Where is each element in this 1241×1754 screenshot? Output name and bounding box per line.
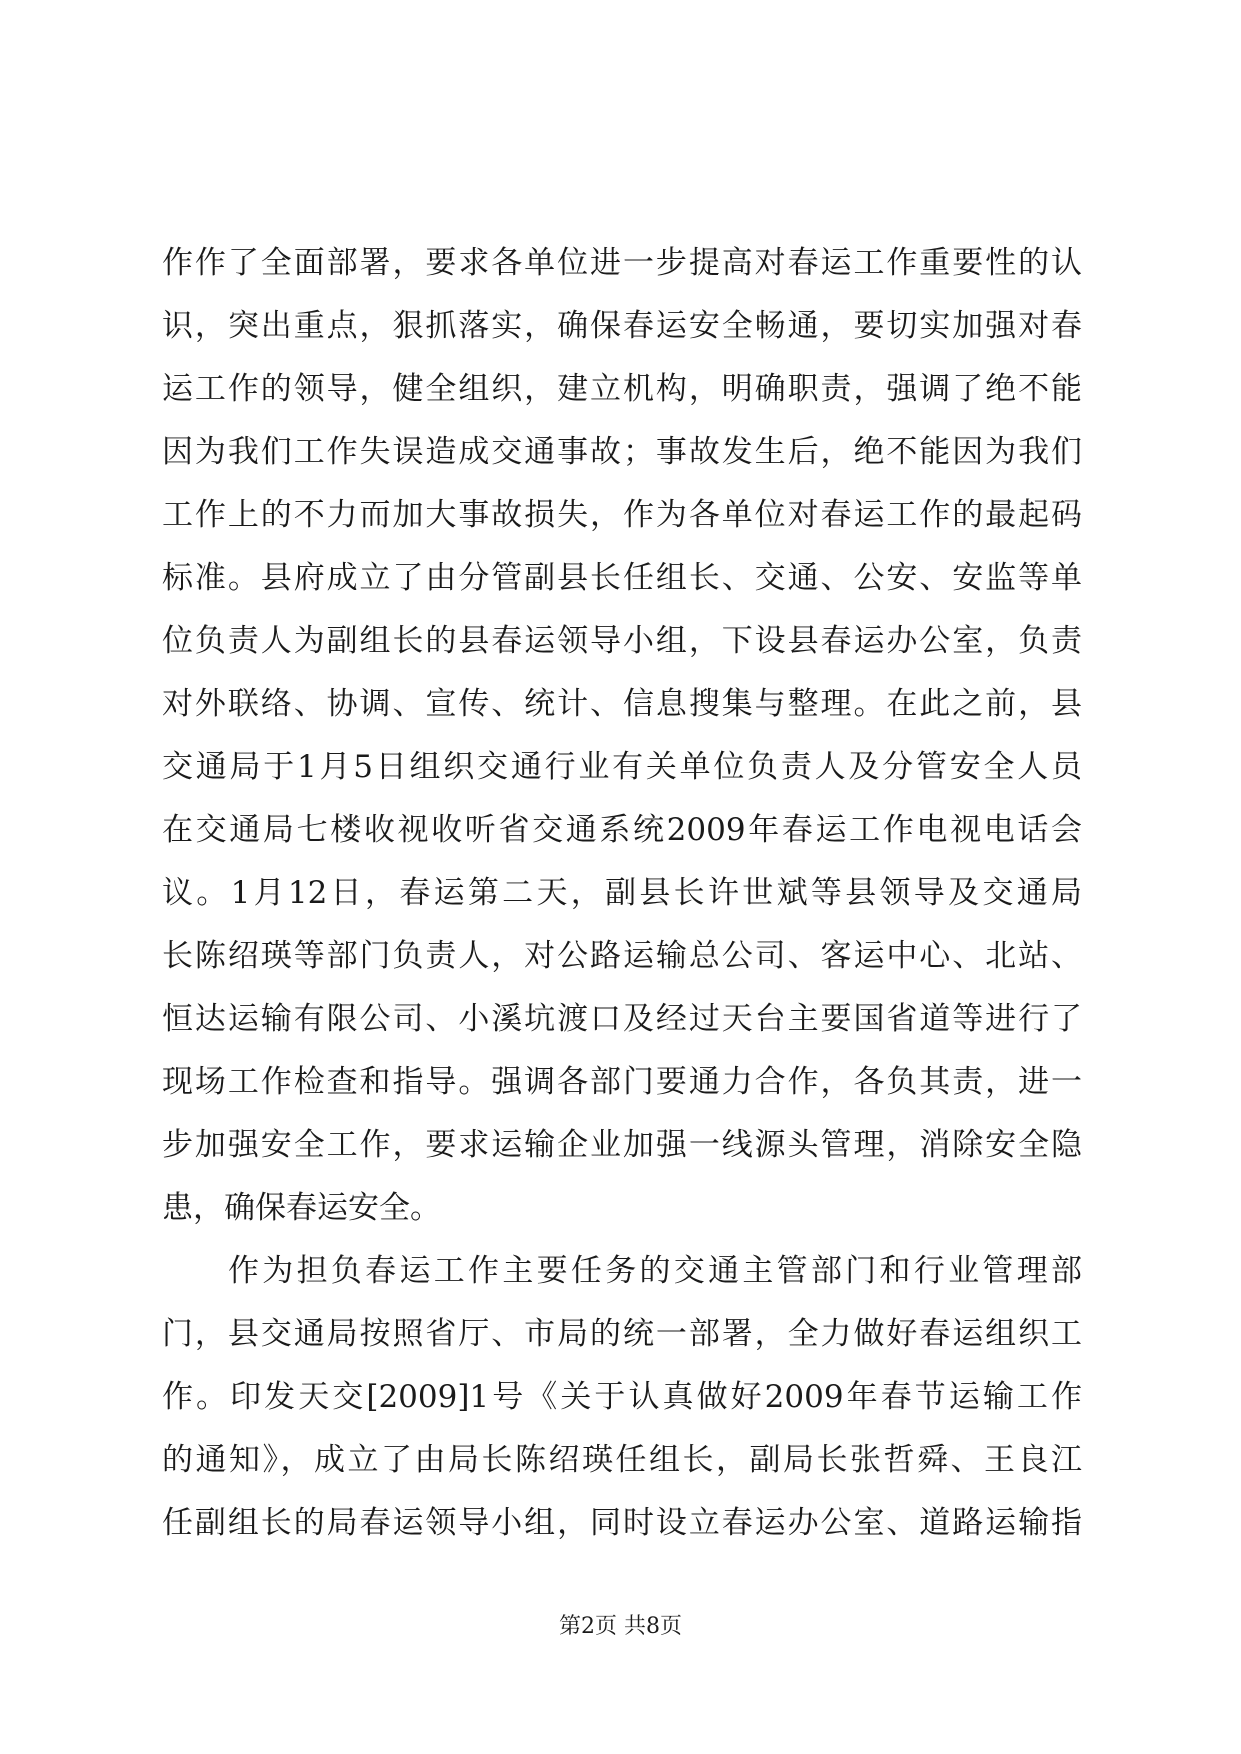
body-text [162,232,1082,1555]
text-line: 患，确保春运安全。 [162,1190,441,1226]
text-line: 议。1月12日，春运第二天，副县长许世斌等县领导及交通局 [162,875,1082,911]
text-line: 作。印发天交[2009]1号《关于认真做好2009年春节运输工作 [162,1379,1082,1415]
page-number-footer: 第2页 共8页 [559,1614,682,1639]
text-line: 因为我们工作失误造成交通事故；事故发生后，绝不能因为我们 [162,434,1082,470]
text-line: 门，县交通局按照省厅、市局的统一部署，全力做好春运组织工 [162,1316,1082,1352]
text-line: 步加强安全工作，要求运输企业加强一线源头管理，消除安全隐 [162,1127,1082,1163]
text-line: 恒达运输有限公司、小溪坑渡口及经过天台主要国省道等进行了 [162,1001,1082,1037]
text-line: 作作了全面部署，要求各单位进一步提高对春运工作重要性的认 [162,245,1082,281]
text-line: 位负责人为副组长的县春运领导小组，下设县春运办公室，负责 [162,623,1082,659]
text-line: 任副组长的局春运领导小组，同时设立春运办公室、道路运输指 [162,1505,1082,1541]
text-line: 识，突出重点，狠抓落实，确保春运安全畅通，要切实加强对春 [162,308,1082,344]
text-line: 标准。县府成立了由分管副县长任组长、交通、公安、安监等单 [162,560,1082,596]
text-line: 现场工作检查和指导。强调各部门要通力合作，各负其责，进一 [162,1064,1082,1100]
text-line: 工作上的不力而加大事故损失，作为各单位对春运工作的最起码 [162,497,1082,533]
text-line: 的通知》，成立了由局长陈绍瑛任组长，副局长张哲舜、王良江 [162,1442,1082,1478]
text-line: 对外联络、协调、宣传、统计、信息搜集与整理。在此之前，县 [162,686,1082,722]
text-line: 在交通局七楼收视收听省交通系统2009年春运工作电视电话会 [162,812,1082,848]
text-line: 交通局于1月5日组织交通行业有关单位负责人及分管安全人员 [162,749,1082,785]
text-line: 运工作的领导，健全组织，建立机构，明确职责，强调了绝不能 [162,371,1082,407]
paragraph-first-line: 作为担负春运工作主要任务的交通主管部门和行业管理部 [228,1253,1082,1289]
text-line: 长陈绍瑛等部门负责人，对公路运输总公司、客运中心、北站、 [162,938,1082,974]
